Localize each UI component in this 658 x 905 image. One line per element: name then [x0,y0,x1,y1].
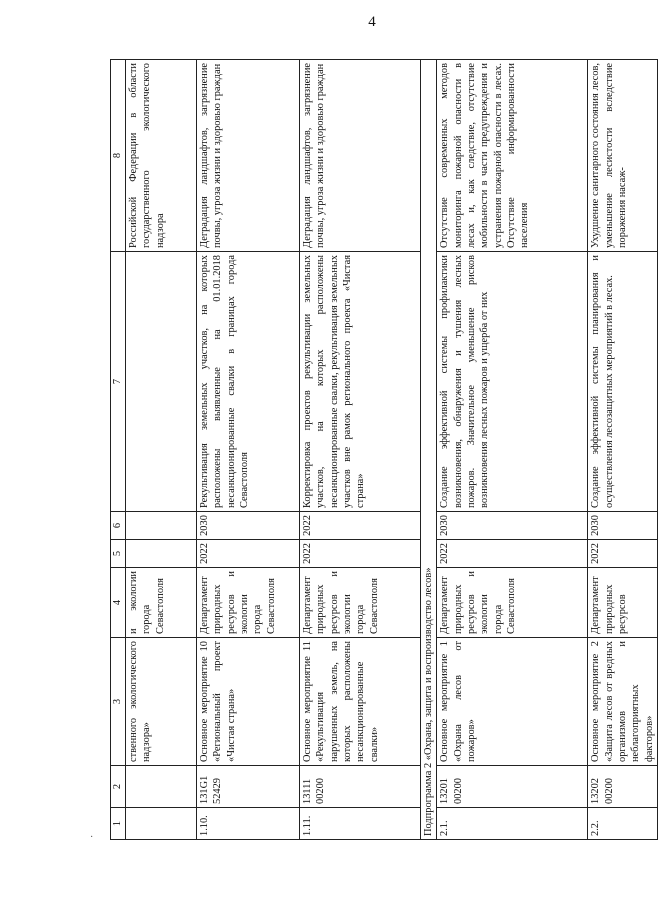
header-cell: 7 [111,252,126,512]
end-year: 2030 [588,512,658,540]
start-year: 2022 [300,540,421,568]
header-cell: 2 [111,766,126,808]
header-cell: 5 [111,540,126,568]
executor: и экологии города Севастополя [126,568,197,638]
event-name: Основное мероприятие 11 «Рекультивация нарушенных земель, на которых расположены несанкционированные свалки» [300,638,421,766]
event-name: ственного экологического надзора» [126,638,197,766]
executor: Департамент природных ресурсов и экологии города Севастополя [437,568,588,638]
table-row [588,60,658,840]
page-number: 4 [368,14,376,30]
row-number: 2.1. [437,808,588,840]
consequence: Деградация ландшафтов, загрязнение почвы, угроза жизни и здоровью граждан [197,60,300,252]
consequence: Деградация ландшафтов, загрязнение почвы, угроза жизни и здоровью граждан [300,60,421,252]
end-year: 2030 [437,512,588,540]
subprogram-title: Подпрограмма 2 «Охрана, защита и воспроизводство лесов» [421,60,437,840]
budget-code: 131G1 52429 [197,766,300,808]
consequence: Отсутствие современных методов мониторинга пожарной опасности в лесах и, как следствие, отсутствие мобильности в части предупреждения и устранения пожарной опасности в лесах. Отсутствие информированности населения [437,60,588,252]
table-header-row [111,60,126,840]
event-name: Основное мероприятие 10 «Региональный проект «Чистая страна» [197,638,300,766]
executor: Департамент природных ресурсов и экологии города Севастополя [197,568,300,638]
start-year: 2022 [437,540,588,568]
rotated-table-wrapper [110,60,655,840]
consequence: Российской Федерации в области государственного экологического надзора [126,60,197,252]
row-number [126,808,197,840]
start-year: 2022 [588,540,658,568]
table-row [300,60,421,840]
row-number: 1.11. [300,808,421,840]
budget-code: 13202 00200 [588,766,658,808]
executor: Департамент природных ресурсов и экологии города Севастополя [300,568,421,638]
budget-code [126,766,197,808]
header-cell: 8 [111,60,126,252]
row-number: 1.10. [197,808,300,840]
expected-result: Рекультивация земельных участков, на которых расположены выявленные на 01.01.2018 несанкционированные свалки в границах города Севастополя [197,252,300,512]
executor: Департамент природных ресурсов [588,568,658,638]
table-row [437,60,588,840]
event-name: Основное мероприятие 1 «Охрана лесов от пожаров» [437,638,588,766]
header-cell: 1 [111,808,126,840]
expected-result: Создание эффективной системы профилактики возникновения, обнаружения и тушения лесных пожаров. Значительное уменьшение рисков возникновения лесных пожаров и ущерба от них [437,252,588,512]
subprogram-row [421,60,437,840]
row-number: 2.2. [588,808,658,840]
event-name: Основное мероприятие 2 «Защита лесов от вредных организмов и неблагоприятных факторов» [588,638,658,766]
consequence: Ухудшение санитарного состояния лесов, уменьшение лесистости вследствие поражения насаж- [588,60,658,252]
end-year: 2022 [300,512,421,540]
expected-result [126,252,197,512]
scan-speck: · [90,832,94,843]
budget-code: 13201 00200 [437,766,588,808]
end-year [126,512,197,540]
table-row [126,60,197,840]
budget-code: 13111 00200 [300,766,421,808]
header-cell: 6 [111,512,126,540]
start-year [126,540,197,568]
start-year: 2022 [197,540,300,568]
header-cell: 4 [111,568,126,638]
expected-result: Корректировка проектов рекультивации земельных участков, на которых расположены несанкционированные свалки, рекультивация земельных участков вне рамок регионального проекта «Чистая страна» [300,252,421,512]
measures-table [110,59,658,840]
header-cell: 3 [111,638,126,766]
end-year: 2030 [197,512,300,540]
table-row [197,60,300,840]
expected-result: Создание эффективной системы планирования и осуществления лесозащитных мероприятий в лесах. [588,252,658,512]
